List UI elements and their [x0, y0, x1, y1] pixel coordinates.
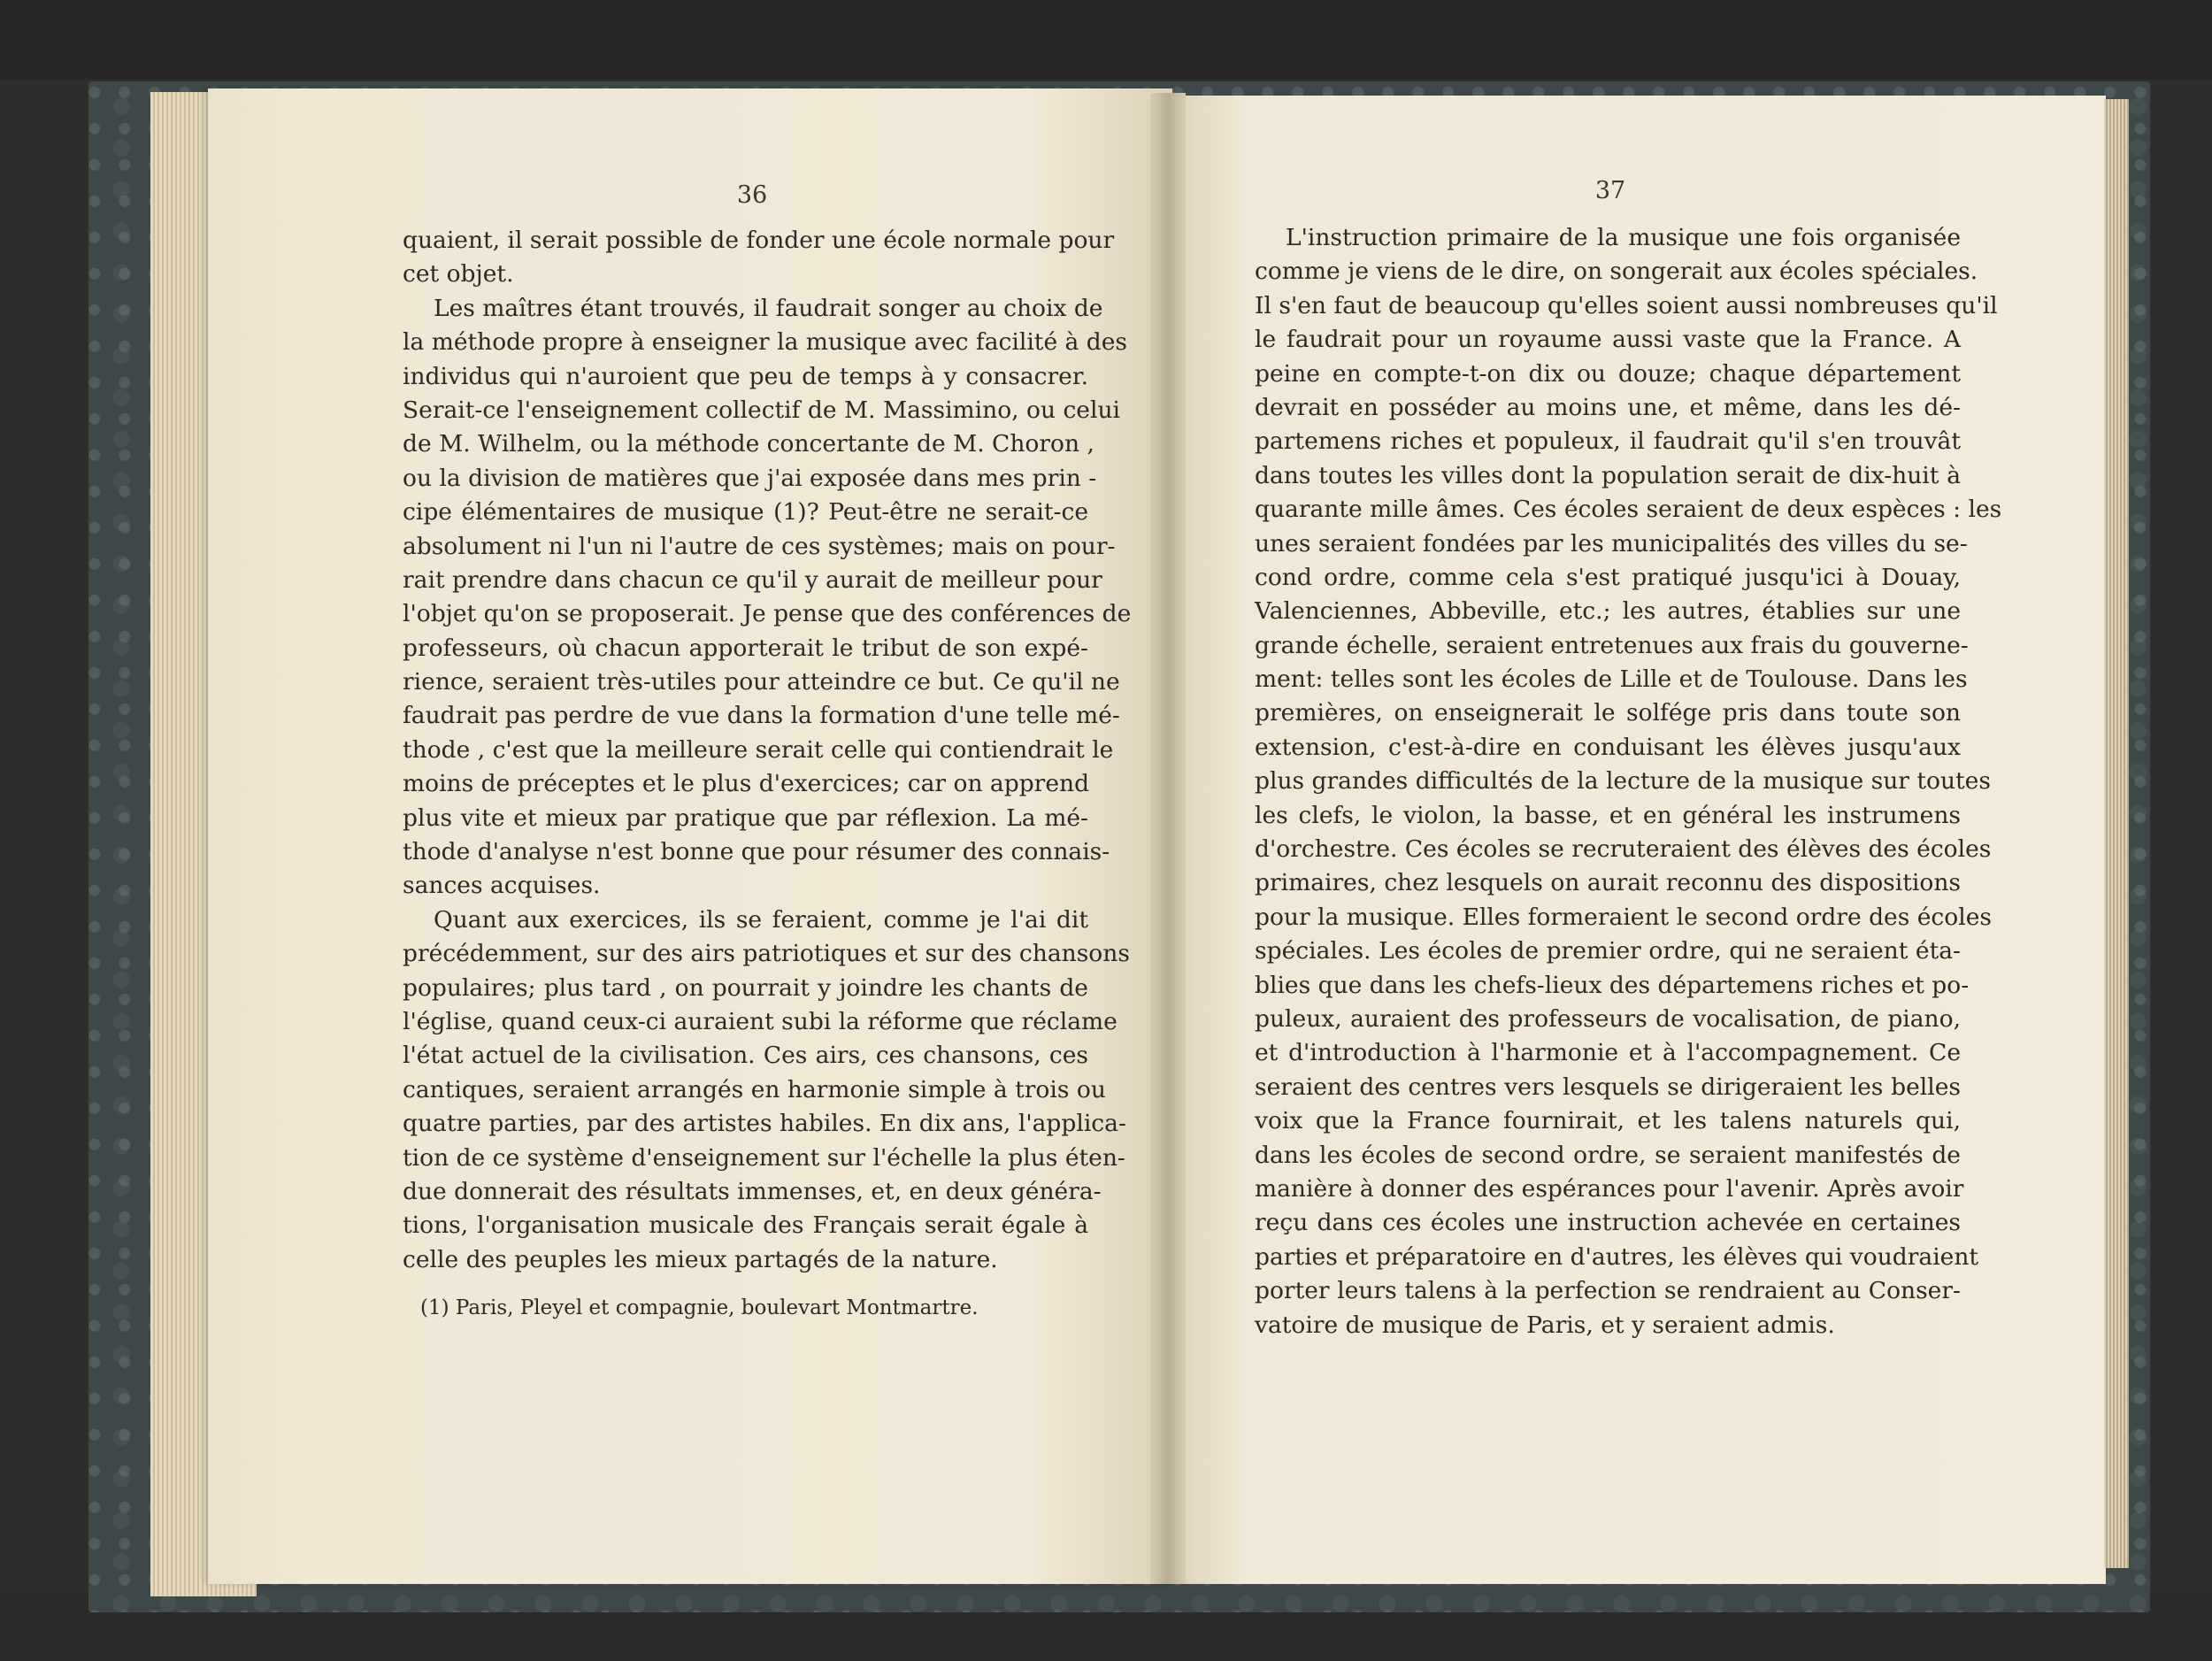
text-line: extension, c'est-à-dire en conduisant les élèves jusqu'aux — [1255, 733, 1961, 761]
text-line: reçu dans ces écoles une instruction achevée en certaines — [1255, 1209, 1961, 1237]
text-line: seraient des centres vers lesquels se dirigeraient les belles — [1255, 1073, 1961, 1101]
text-line: unes seraient fondées par les municipalités des villes du se- — [1255, 529, 1968, 558]
text-line: Valenciennes, Abbeville, etc.; les autres, établies sur une — [1255, 597, 1961, 626]
text-line: pour la musique. Elles formeraient le second ordre des écoles — [1255, 903, 1992, 931]
text-line: quaient, il serait possible de fonder une école normale pour — [403, 227, 1115, 254]
right-page-body — [1255, 221, 2002, 1342]
text-line: L'instruction primaire de la musique une fois organisée — [1286, 224, 1961, 251]
text-line: quatre parties, par des artistes habiles. En dix ans, l'applica- — [403, 1110, 1126, 1138]
text-line: Quant aux exercices, ils se feraient, comme je l'ai dit — [434, 905, 1088, 934]
text-line: porter leurs talens à la perfection se rendraient au Conser- — [1255, 1277, 1961, 1305]
text-line: absolument ni l'un ni l'autre de ces systèmes; mais on pour- — [403, 532, 1116, 560]
text-line: d'orchestre. Ces écoles se recruteraient des élèves des écoles — [1255, 835, 1992, 864]
left-page-body — [403, 224, 1132, 1277]
text-line: primaires, chez lesquels on aurait reconnu des dispositions — [1255, 869, 1961, 897]
backdrop-top — [0, 0, 2212, 80]
text-line: de M. Wilhelm, ou la méthode concertante de M. Choron , — [403, 430, 1094, 458]
text-line: due donnerait des résultats immenses, et, en deux généra- — [403, 1177, 1102, 1205]
text-line: voix que la France fournirait, et les talens naturels qui, — [1255, 1107, 1961, 1135]
text-line: rience, seraient très-utiles pour atteindre ce but. Ce qu'il ne — [403, 668, 1120, 696]
text-line: plus grandes difficultés de la lecture de la musique sur toutes — [1255, 767, 1991, 796]
text-line: Les maîtres étant trouvés, il faudrait songer au choix de — [434, 294, 1103, 322]
text-line: populaires; plus tard , on pourrait y joindre les chants de — [403, 973, 1088, 1002]
right-page-number: 37 — [1594, 177, 1626, 204]
text-line: le faudrait pour un royaume aussi vaste que la France. A — [1255, 326, 1961, 354]
text-line: dans les écoles de second ordre, se seraient manifestés de — [1255, 1141, 1961, 1169]
book-gutter — [1150, 93, 1186, 1584]
text-line: manière à donner des espérances pour l'avenir. Après avoir — [1255, 1174, 1964, 1203]
text-line: peine en compte-t-on dix ou douze; chaque département — [1255, 359, 1961, 388]
text-line: cet objet. — [403, 260, 514, 288]
text-line: ou la division de matières que j'ai exposée dans mes prin - — [403, 464, 1097, 492]
text-line: thode , c'est que la meilleure serait celle qui contiendrait le — [403, 735, 1114, 764]
text-line: et d'introduction à l'harmonie et à l'accompagnement. Ce — [1255, 1039, 1961, 1067]
left-page-number: 36 — [736, 181, 768, 209]
text-line: moins de préceptes et le plus d'exercices; car on apprend — [403, 770, 1090, 798]
text-line: tion de ce système d'enseignement sur l'échelle la plus éten- — [403, 1143, 1125, 1172]
text-line: grande échelle, seraient entretenues aux frais du gouverne- — [1255, 631, 1969, 659]
text-line: précédemment, sur des airs patriotiques et sur des chansons — [403, 940, 1130, 968]
text-line: vatoire de musique de Paris, et y seraient admis. — [1255, 1311, 1835, 1339]
text-line: partemens riches et populeux, il faudrait qu'il s'en trouvât — [1255, 427, 1961, 456]
page-stack-right — [2104, 99, 2129, 1568]
text-line: faudrait pas perdre de vue dans la formation d'une telle mé- — [403, 702, 1120, 730]
text-line: quarante mille âmes. Ces écoles seraient de deux espèces : les — [1255, 496, 2002, 524]
text-line: thode d'analyse n'est bonne que pour résumer des connais- — [403, 838, 1110, 866]
text-line: cipe élémentaires de musique (1)? Peut-être ne serait-ce — [403, 498, 1088, 527]
text-line: tions, l'organisation musicale des Français serait égale à — [403, 1211, 1088, 1240]
text-line: sances acquises. — [403, 872, 601, 900]
text-line: Il s'en faut de beaucoup qu'elles soient aussi nombreuses qu'il — [1255, 291, 1998, 319]
text-line: celle des peuples les mieux partagés de la nature. — [403, 1245, 998, 1273]
text-line: individus qui n'auroient que peu de temps à y consacrer. — [403, 362, 1088, 390]
text-line: l'église, quand ceux-ci auraient subi la réforme que réclame — [403, 1007, 1118, 1035]
text-line: rait prendre dans chacun ce qu'il y aurait de meilleur pour — [403, 565, 1102, 594]
text-line: plus vite et mieux par pratique que par réflexion. La mé- — [403, 804, 1088, 832]
text-line: puleux, auraient des professeurs de vocalisation, de piano, — [1255, 1004, 1961, 1033]
text-line: dans toutes les villes dont la population serait de dix-huit à — [1255, 461, 1961, 489]
text-line: les clefs, le violon, la basse, et en général les instrumens — [1255, 801, 1961, 829]
footnote: (1) Paris, Pleyel et compagnie, boulevart Montmartre. — [420, 1296, 979, 1319]
text-line: ment: telles sont les écoles de Lille et de Toulouse. Dans les — [1255, 665, 1968, 694]
text-line: l'objet qu'on se proposerait. Je pense que des conférences de — [403, 600, 1132, 628]
text-line: cantiques, seraient arrangés en harmonie simple à trois ou — [403, 1075, 1106, 1103]
text-line: l'état actuel de la civilisation. Ces airs, ces chansons, ces — [403, 1042, 1088, 1070]
text-line: comme je viens de le dire, on songerait aux écoles spéciales. — [1255, 258, 1978, 286]
text-line: Serait-ce l'enseignement collectif de M. Massimino, ou celui — [403, 396, 1121, 424]
text-line: devrait en posséder au moins une, et même, dans les dé- — [1255, 393, 1961, 421]
text-line: spéciales. Les écoles de premier ordre, qui ne seraient éta- — [1255, 937, 1961, 965]
text-line: parties et préparatoire en d'autres, les élèves qui voudraient — [1255, 1242, 1979, 1271]
text-line: la méthode propre à enseigner la musique avec facilité à des — [403, 328, 1128, 357]
text-line: premières, on enseignerait le solfége pris dans toute son — [1255, 699, 1961, 727]
text-line: cond ordre, comme cela s'est pratiqué jusqu'ici à Douay, — [1255, 563, 1961, 591]
text-line: professeurs, où chacun apporterait le tribut de son expé- — [403, 634, 1088, 662]
text-line: blies que dans les chefs-lieux des départemens riches et po- — [1255, 971, 1970, 999]
